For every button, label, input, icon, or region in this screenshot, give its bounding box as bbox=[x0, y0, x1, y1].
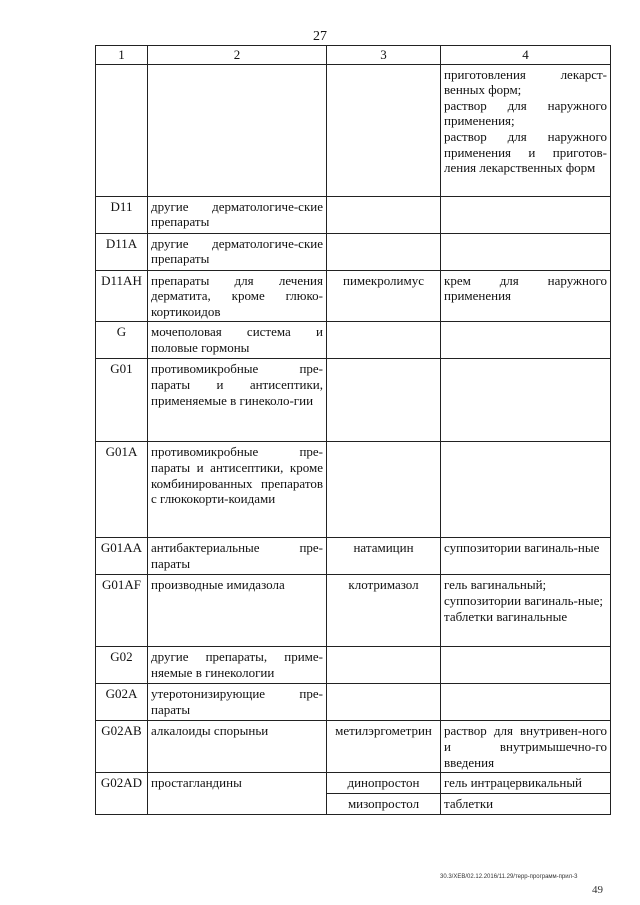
dosage-form-cell bbox=[441, 359, 611, 442]
drug-name-cell bbox=[327, 233, 441, 270]
table-row bbox=[96, 64, 611, 196]
drug-name-cell: пимекролимус bbox=[327, 270, 441, 322]
atc-code-cell: G02A bbox=[96, 684, 148, 721]
dosage-form-line: раствор для наружного применения и приготов-ления лекарственных форм bbox=[444, 128, 607, 176]
dosage-form-cell: таблетки bbox=[441, 794, 611, 815]
dosage-form-line: суппозитории вагиналь-ные; bbox=[444, 592, 603, 608]
table-row bbox=[96, 270, 611, 322]
dosage-form-cell bbox=[441, 322, 611, 359]
atc-code-cell bbox=[96, 64, 148, 196]
table-row bbox=[96, 684, 611, 721]
group-name-cell: антибактериальные пре-параты bbox=[148, 538, 327, 575]
dosage-form-line: суппозитории вагиналь-ные bbox=[444, 540, 600, 556]
drug-name-cell bbox=[327, 359, 441, 442]
drug-name-cell: натамицин bbox=[327, 538, 441, 575]
table-row bbox=[96, 647, 611, 684]
atc-code-cell: G01AA bbox=[96, 538, 148, 575]
table-row bbox=[96, 721, 611, 773]
atc-code-cell: G bbox=[96, 322, 148, 359]
group-name-cell: мочеполовая система и половые гормоны bbox=[148, 322, 327, 359]
dosage-form-cell bbox=[441, 721, 611, 773]
drug-name-cell: клотримазол bbox=[327, 575, 441, 647]
dosage-form-line: крем для наружного применения bbox=[444, 272, 607, 304]
drug-name-cell: мизопростол bbox=[327, 794, 441, 815]
drug-name-cell: динопростон bbox=[327, 773, 441, 794]
dosage-form-cell bbox=[441, 442, 611, 538]
atc-code-cell: G02 bbox=[96, 647, 148, 684]
table-row bbox=[96, 575, 611, 647]
dosage-form-cell bbox=[441, 196, 611, 233]
dosage-form-cell bbox=[441, 64, 611, 196]
table-row bbox=[96, 233, 611, 270]
atc-code-cell: D11 bbox=[96, 196, 148, 233]
dosage-form-cell bbox=[441, 647, 611, 684]
group-name-cell: другие дерматологиче-ские препараты bbox=[148, 233, 327, 270]
group-name-cell: простагландины bbox=[148, 773, 327, 815]
table-row bbox=[96, 442, 611, 538]
dosage-form-line: гель вагинальный; bbox=[444, 577, 547, 593]
atc-code-cell: G01A bbox=[96, 442, 148, 538]
drug-table bbox=[95, 45, 611, 815]
dosage-form-line: раствор для внутривен-ного и внутримышечно-го введения bbox=[444, 723, 607, 770]
atc-code-cell: G02AB bbox=[96, 721, 148, 773]
atc-code-cell: G02AD bbox=[96, 773, 148, 815]
table-row bbox=[96, 322, 611, 359]
group-name-cell: препараты для лечения дерматита, кроме глюко-кортикоидов bbox=[148, 270, 327, 322]
drug-name-cell bbox=[327, 647, 441, 684]
atc-code-cell: G01AF bbox=[96, 575, 148, 647]
dosage-form-line: приготовления лекарст-венных форм; bbox=[444, 66, 607, 98]
footer-reference: 30.3/XEB/02.12.2016/11.29/терр-программ-прил-3 bbox=[440, 874, 578, 880]
table-row bbox=[96, 538, 611, 575]
dosage-form-cell bbox=[441, 575, 611, 647]
atc-code-cell: G01 bbox=[96, 359, 148, 442]
header-cell-1: 1 bbox=[96, 46, 148, 65]
header-row bbox=[96, 46, 611, 65]
group-name-cell: производные имидазола bbox=[148, 575, 327, 647]
drug-name-cell bbox=[327, 322, 441, 359]
table-body bbox=[96, 46, 611, 815]
dosage-form-cell bbox=[441, 270, 611, 322]
group-name-cell bbox=[148, 64, 327, 196]
group-name-cell: алкалоиды спорыньи bbox=[148, 721, 327, 773]
header-cell-4: 4 bbox=[441, 46, 611, 65]
drug-name-cell bbox=[327, 196, 441, 233]
header-cell-3: 3 bbox=[327, 46, 441, 65]
drug-name-cell bbox=[327, 442, 441, 538]
table-row bbox=[96, 773, 611, 794]
dosage-form-cell bbox=[441, 233, 611, 270]
atc-code-cell: D11A bbox=[96, 233, 148, 270]
corner-mark: 49 bbox=[592, 884, 603, 896]
dosage-form-cell bbox=[441, 684, 611, 721]
dosage-form-line: раствор для наружного применения; bbox=[444, 97, 607, 129]
header-cell-2: 2 bbox=[148, 46, 327, 65]
table-row bbox=[96, 196, 611, 233]
drug-name-cell bbox=[327, 684, 441, 721]
page-number: 27 bbox=[313, 29, 327, 44]
group-name-cell: утеротонизирующие пре-параты bbox=[148, 684, 327, 721]
dosage-form-cell: гель интрацервикальный bbox=[441, 773, 611, 794]
drug-name-cell bbox=[327, 64, 441, 196]
atc-code-cell: D11AH bbox=[96, 270, 148, 322]
drug-name-cell: метилэргометрин bbox=[327, 721, 441, 773]
group-name-cell: противомикробные пре-параты и антисептики, применяемые в гинеколо-гии bbox=[148, 359, 327, 442]
dosage-form-line: таблетки вагинальные bbox=[444, 608, 568, 624]
dosage-form-cell bbox=[441, 538, 611, 575]
group-name-cell: противомикробные пре-параты и антисептики, кроме комбинированных препаратов с глюкокорти-коидами bbox=[148, 442, 327, 538]
group-name-cell: другие препараты, приме-няемые в гинекологии bbox=[148, 647, 327, 684]
table-row bbox=[96, 359, 611, 442]
group-name-cell: другие дерматологиче-ские препараты bbox=[148, 196, 327, 233]
